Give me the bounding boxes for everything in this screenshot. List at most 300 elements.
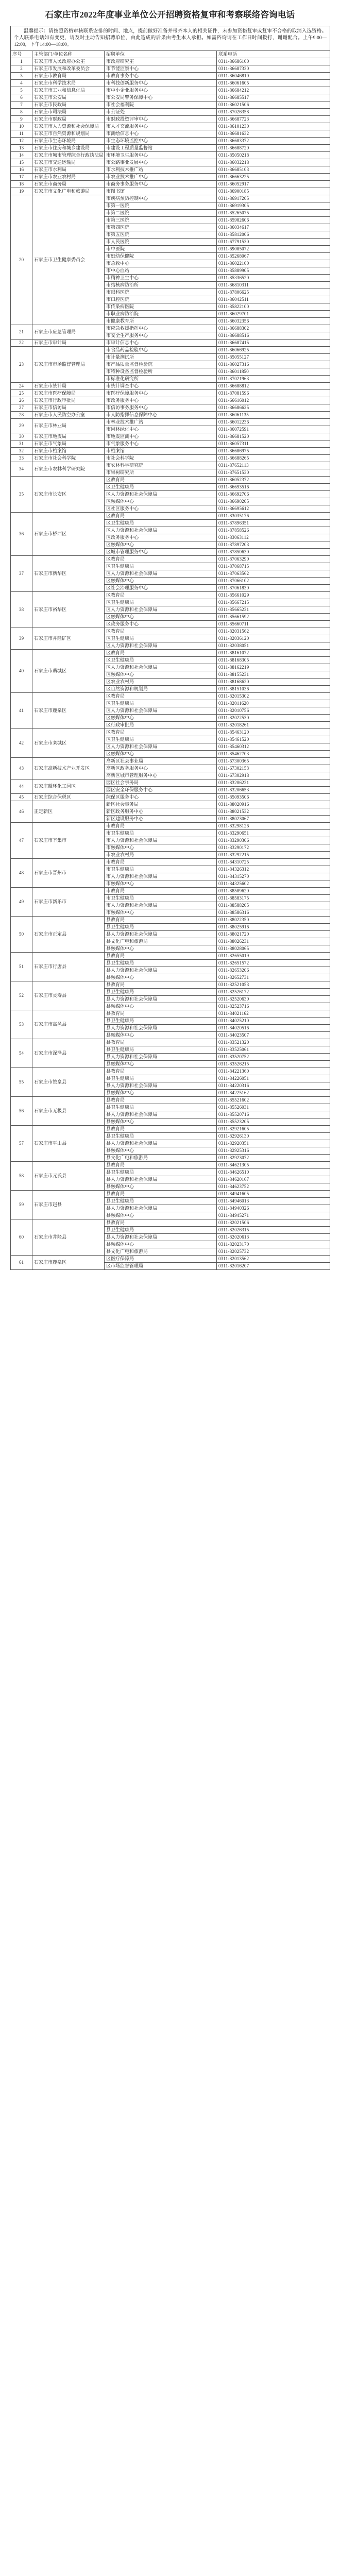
- row-dept: 石家庄市科学技术局: [32, 80, 105, 87]
- row-dept: 石家庄市交通运输局: [32, 159, 105, 166]
- row-phone: 0311-84310725: [217, 859, 330, 866]
- row-unit: 区教育局: [105, 556, 217, 563]
- row-unit: 高新区社会事业局: [105, 758, 217, 765]
- row-phone: 0311-86900185: [217, 188, 330, 195]
- row-phone: 0311-86011850: [217, 368, 330, 376]
- row-dept: 石家庄市工业和信息化局: [32, 87, 105, 94]
- notice-row: [11, 26, 330, 51]
- row-phone: 0311-83290651: [217, 830, 330, 837]
- row-phone: 0311-86032218: [217, 159, 330, 166]
- row-phone: 0311-86663225: [217, 174, 330, 181]
- row-phone: 0311-83298126: [217, 823, 330, 830]
- row-unit: 市标准化研究所: [105, 376, 217, 383]
- row-phone: 0311-83526215: [217, 1061, 330, 1068]
- row-phone: 0311-82651572: [217, 960, 330, 967]
- row-dept: 石家庄市统计局: [32, 383, 105, 390]
- row-unit: 县教育局: [105, 953, 217, 960]
- row-unit: 市政务服务中心: [105, 397, 217, 404]
- row-dept: 石家庄市藁城区: [32, 650, 105, 693]
- row-seq: 19: [11, 188, 32, 195]
- row-phone: 0311-84025210: [217, 1018, 330, 1025]
- row-unit: 市眼科医院: [105, 289, 217, 296]
- row-phone: 0311-86681632: [217, 130, 330, 138]
- table-row: [11, 383, 330, 390]
- row-phone: 0311-82025732: [217, 1248, 330, 1256]
- row-seq: 57: [11, 1126, 32, 1162]
- row-unit: 市园林绿化中心: [105, 426, 217, 433]
- table-row: [11, 823, 330, 830]
- row-phone: 0311-84326312: [217, 866, 330, 873]
- row-unit: 区市场监督管理局: [105, 1263, 217, 1270]
- row-seq: 20: [11, 195, 32, 325]
- row-unit: 区教育局: [105, 592, 217, 599]
- row-seq: 22: [11, 340, 32, 347]
- row-phone: 0311-85093506: [217, 794, 330, 801]
- table-row: [11, 801, 330, 808]
- row-unit: 区融媒体中心: [105, 614, 217, 621]
- row-phone: 0311-82652731: [217, 974, 330, 981]
- row-phone: 0311-85463120: [217, 729, 330, 736]
- row-seq: 11: [11, 130, 32, 138]
- row-unit: 市教育局: [105, 823, 217, 830]
- row-unit: 市政府研究室: [105, 58, 217, 65]
- row-unit: 县教育局: [105, 1097, 217, 1104]
- row-phone: 0311-86052917: [217, 181, 330, 188]
- row-phone: 0311-82018261: [217, 722, 330, 729]
- row-unit: 市建设工程质量监督站: [105, 145, 217, 152]
- row-dept: 石家庄市农林科学研究院: [32, 462, 105, 477]
- row-unit: 区教育局: [105, 650, 217, 657]
- row-unit: 区卫生健康局: [105, 657, 217, 664]
- row-unit: 县教育局: [105, 1162, 217, 1169]
- row-phone: 0311-86919305: [217, 202, 330, 210]
- row-unit: 区教育局: [105, 513, 217, 520]
- row-dept: 石家庄市高邑县: [32, 1010, 105, 1039]
- row-unit: 市健康教育所: [105, 318, 217, 325]
- row-dept: 石家庄市教育局: [32, 73, 105, 80]
- row-unit: 区卫生健康局: [105, 736, 217, 743]
- table-row: [11, 859, 330, 866]
- row-phone: 0311-87806625: [217, 289, 330, 296]
- row-dept: 石家庄市水利局: [32, 166, 105, 174]
- row-dept: 石家庄市人民防空办公室: [32, 412, 105, 419]
- row-seq: 55: [11, 1068, 32, 1097]
- row-dept: 石家庄综合保税区: [32, 794, 105, 801]
- row-unit: 县教育局: [105, 1219, 217, 1227]
- row-dept: 正定新区: [32, 801, 105, 823]
- row-unit: 市农业农村局: [105, 852, 217, 859]
- row-unit: 市公安局警务保障中心: [105, 94, 217, 101]
- row-phone: 0311-86688720: [217, 145, 330, 152]
- row-unit: 市融媒体中心: [105, 844, 217, 852]
- row-unit: 市第五医院: [105, 231, 217, 239]
- row-phone: 0311-85055127: [217, 354, 330, 361]
- row-seq: 39: [11, 628, 32, 650]
- row-phone: 0311-82921605: [217, 1126, 330, 1133]
- row-phone: 0311-87858526: [217, 527, 330, 534]
- table-row: [11, 779, 330, 787]
- row-seq: 23: [11, 347, 32, 383]
- table-row: [11, 758, 330, 765]
- row-unit: 市人力资源和社会保障局: [105, 873, 217, 880]
- row-unit: 综保区服务中心: [105, 794, 217, 801]
- row-phone: 0311-88022350: [217, 917, 330, 924]
- row-phone: 0311-87061830: [217, 585, 330, 592]
- row-unit: 市特种设备监督检验所: [105, 368, 217, 376]
- row-unit: 县人力资源和社会保障局: [105, 1140, 217, 1147]
- row-unit: 市统计调查中心: [105, 383, 217, 390]
- row-unit: 县文化广电和旅游局: [105, 1248, 217, 1256]
- row-unit: 区行政审批局: [105, 722, 217, 729]
- row-dept: 石家庄市元氏县: [32, 1162, 105, 1191]
- row-seq: 50: [11, 917, 32, 953]
- row-unit: 县卫生健康局: [105, 1075, 217, 1082]
- row-unit: 县人力资源和社会保障局: [105, 1111, 217, 1118]
- row-unit: 市计量测试所: [105, 354, 217, 361]
- table-row: [11, 1256, 330, 1263]
- row-phone: 0311-86052372: [217, 477, 330, 484]
- row-unit: 市中心血站: [105, 267, 217, 275]
- row-phone: 0311-85667215: [217, 599, 330, 606]
- row-phone: 0311-86688265: [217, 455, 330, 462]
- row-phone: 0311-87850630: [217, 549, 330, 556]
- row-phone: 0311-88161072: [217, 650, 330, 657]
- row-unit: 园区社会事务局: [105, 779, 217, 787]
- table-row: [11, 419, 330, 426]
- row-phone: 0311-85661592: [217, 614, 330, 621]
- row-phone: 0311-84946013: [217, 1198, 330, 1205]
- row-phone: 0311-88168620: [217, 679, 330, 686]
- row-unit: 市审计信息中心: [105, 340, 217, 347]
- row-unit: 市人民医院: [105, 239, 217, 246]
- row-unit: 县教育局: [105, 1010, 217, 1018]
- row-phone: 0311-69085072: [217, 246, 330, 253]
- row-seq: 29: [11, 419, 32, 433]
- row-dept: 石家庄市鹿泉区: [32, 693, 105, 729]
- row-dept: 石家庄市住房和城乡建设局: [32, 145, 105, 152]
- row-seq: 52: [11, 981, 32, 1010]
- row-unit: 区融媒体中心: [105, 751, 217, 758]
- table-row: [11, 73, 330, 80]
- row-unit: 区人力资源和社会保障局: [105, 606, 217, 614]
- row-dept: 石家庄市林业局: [32, 419, 105, 433]
- row-unit: 区教育局: [105, 693, 217, 700]
- row-unit: 市妇幼保健院: [105, 253, 217, 260]
- table-row: [11, 340, 330, 347]
- row-unit: 区融媒体中心: [105, 578, 217, 585]
- row-seq: 43: [11, 758, 32, 779]
- row-phone: 0311-82013562: [217, 1256, 330, 1263]
- table-row: [11, 1126, 330, 1133]
- row-unit: 县融媒体中心: [105, 1118, 217, 1126]
- row-seq: 2: [11, 65, 32, 73]
- table-row: [11, 888, 330, 895]
- row-phone: 0311-88026231: [217, 938, 330, 945]
- row-phone: 0311-86057311: [217, 440, 330, 448]
- row-unit: 区社区服务中心: [105, 505, 217, 513]
- row-unit: 县卫生健康局: [105, 1227, 217, 1234]
- row-unit: 区城市管理服务中心: [105, 549, 217, 556]
- row-dept: 石家庄市农业农村局: [32, 174, 105, 181]
- row-unit: 新区政务服务中心: [105, 808, 217, 816]
- row-unit: 市卫生健康局: [105, 866, 217, 873]
- row-seq: 38: [11, 592, 32, 628]
- table-row: [11, 397, 330, 404]
- row-seq: 17: [11, 174, 32, 181]
- row-seq: 56: [11, 1097, 32, 1126]
- header-dept: 主管部门/单位名称: [32, 51, 105, 58]
- row-seq: 46: [11, 801, 32, 823]
- row-unit: 区人力资源和社会保障局: [105, 707, 217, 715]
- row-unit: 区融媒体中心: [105, 498, 217, 505]
- row-phone: 0311-86684212: [217, 87, 330, 94]
- row-dept: 石家庄市无极县: [32, 1097, 105, 1126]
- row-unit: 市人力资源和社会保障局: [105, 837, 217, 844]
- row-unit: 区融媒体中心: [105, 541, 217, 549]
- table-row: [11, 953, 330, 960]
- row-phone: 0311-84225162: [217, 1090, 330, 1097]
- row-phone: 0311-84220316: [217, 1082, 330, 1090]
- row-phone: 0311-86692706: [217, 491, 330, 498]
- table-row: [11, 1191, 330, 1198]
- row-dept: 石家庄市司法局: [32, 109, 105, 116]
- row-seq: 13: [11, 145, 32, 152]
- row-dept: 石家庄市裕华区: [32, 592, 105, 628]
- row-seq: 15: [11, 159, 32, 166]
- row-dept: 石家庄循环化工园区: [32, 779, 105, 794]
- row-unit: 区教育局: [105, 477, 217, 484]
- row-unit: 市融媒体中心: [105, 880, 217, 888]
- row-dept: 石家庄市新乐市: [32, 888, 105, 917]
- row-phone: 0311-82020613: [217, 1234, 330, 1241]
- row-unit: 县融媒体中心: [105, 974, 217, 981]
- row-unit: 县教育局: [105, 1039, 217, 1046]
- row-dept: 石家庄市新华区: [32, 556, 105, 592]
- table-row: [11, 109, 330, 116]
- table-row: [11, 455, 330, 462]
- row-phone: 0311-86695612: [217, 505, 330, 513]
- row-phone: 0311-67302153: [217, 765, 330, 772]
- row-dept: 石家庄市地震局: [32, 433, 105, 440]
- row-unit: 县卫生健康局: [105, 1046, 217, 1054]
- table-row: [11, 1010, 330, 1018]
- row-phone: 0311-84621305: [217, 1162, 330, 1169]
- row-unit: 新区建设服务中心: [105, 816, 217, 823]
- row-phone: 0311-85050218: [217, 152, 330, 159]
- row-seq: 32: [11, 448, 32, 455]
- header-phone: 联系电话: [217, 51, 330, 58]
- row-dept: 石家庄市人力资源和社会保障局: [32, 123, 105, 130]
- row-unit: 区医疗保障局: [105, 1256, 217, 1263]
- row-unit: 县教育局: [105, 1068, 217, 1075]
- row-phone: 0311-67791530: [217, 239, 330, 246]
- row-phone: 0311-83521320: [217, 1039, 330, 1046]
- row-phone: 0311-82011620: [217, 700, 330, 707]
- row-phone: 0311-84945271: [217, 1212, 330, 1219]
- row-phone: 0311-84226051: [217, 1075, 330, 1082]
- row-unit: 区卫生健康局: [105, 700, 217, 707]
- row-phone: 0311-86810311: [217, 282, 330, 289]
- row-unit: 市卫生健康局: [105, 895, 217, 902]
- table-row: [11, 65, 330, 73]
- row-dept: 石家庄市商务局: [32, 181, 105, 188]
- row-dept: 石家庄市栾城区: [32, 729, 105, 758]
- row-unit: 县人力资源和社会保障局: [105, 1176, 217, 1183]
- table-row: [11, 159, 330, 166]
- row-seq: 45: [11, 794, 32, 801]
- row-dept: 石家庄市社会科学院: [32, 455, 105, 462]
- table-row: [11, 181, 330, 188]
- row-seq: 58: [11, 1162, 32, 1191]
- row-unit: 县文化广电和旅游局: [105, 938, 217, 945]
- contact-table-body: [11, 26, 330, 1270]
- header-seq: 序号: [11, 51, 32, 58]
- header-unit: 招聘单位: [105, 51, 217, 58]
- row-seq: 42: [11, 729, 32, 758]
- row-dept: 石家庄市行唐县: [32, 953, 105, 981]
- row-phone: 0311-86021506: [217, 101, 330, 109]
- row-seq: 9: [11, 116, 32, 123]
- row-unit: 市融媒体中心: [105, 909, 217, 917]
- row-unit: 县融媒体中心: [105, 1183, 217, 1191]
- row-phone: 0311-84325602: [217, 880, 330, 888]
- row-phone: 0311-83035176: [217, 513, 330, 520]
- row-dept: 石家庄市深泽县: [32, 1039, 105, 1068]
- table-row: [11, 188, 330, 195]
- row-seq: 48: [11, 859, 32, 888]
- row-unit: 高新区政务服务中心: [105, 765, 217, 772]
- row-phone: 0311-88025916: [217, 924, 330, 931]
- row-seq: 5: [11, 87, 32, 94]
- row-unit: 县卫生健康局: [105, 1169, 217, 1176]
- row-dept: 石家庄市生态环境局: [32, 138, 105, 145]
- row-seq: 34: [11, 462, 32, 477]
- row-dept: 石家庄市医疗保障局: [32, 390, 105, 397]
- row-seq: 54: [11, 1039, 32, 1068]
- row-phone: 0311-86683372: [217, 138, 330, 145]
- row-unit: 县融媒体中心: [105, 1032, 217, 1039]
- table-row: [11, 917, 330, 924]
- row-dept: 石家庄市信访局: [32, 404, 105, 412]
- row-phone: 0311-82031562: [217, 628, 330, 635]
- table-row: [11, 80, 330, 87]
- row-phone: 0311-85461520: [217, 736, 330, 743]
- row-phone: 0311-82653206: [217, 967, 330, 974]
- row-unit: 市社会科学院: [105, 455, 217, 462]
- row-dept: 石家庄市气象局: [32, 440, 105, 448]
- row-unit: 县教育局: [105, 981, 217, 989]
- row-dept: 石家庄市发展和改革委员会: [32, 65, 105, 73]
- row-unit: 市口腔医院: [105, 296, 217, 303]
- row-unit: 县融媒体中心: [105, 1061, 217, 1068]
- table-row: [11, 412, 330, 419]
- table-row: [11, 650, 330, 657]
- row-phone: 0311-83206221: [217, 779, 330, 787]
- row-phone: 0311-86072591: [217, 426, 330, 433]
- row-phone: 0311-85520716: [217, 1111, 330, 1118]
- table-row: [11, 174, 330, 181]
- row-unit: 县人力资源和社会保障局: [105, 931, 217, 938]
- row-unit: 市科技创新服务中心: [105, 80, 217, 87]
- row-unit: 市第二医院: [105, 210, 217, 217]
- table-row: [11, 404, 330, 412]
- row-seq: 33: [11, 455, 32, 462]
- row-unit: 市产品质量监督检验院: [105, 361, 217, 368]
- row-phone: 0311-84023507: [217, 1032, 330, 1039]
- row-dept: 石家庄市平山县: [32, 1126, 105, 1162]
- row-phone: 0311-86032356: [217, 318, 330, 325]
- row-unit: 区社会治理服务中心: [105, 585, 217, 592]
- row-seq: 27: [11, 404, 32, 412]
- table-row: [11, 325, 330, 332]
- row-phone: 0311-83206653: [217, 787, 330, 794]
- row-unit: 市社会福利院: [105, 101, 217, 109]
- table-header-row: [11, 51, 330, 58]
- row-unit: 县卫生健康局: [105, 1198, 217, 1205]
- row-unit: 市农林科学研究院: [105, 462, 217, 469]
- row-phone: 0311-88021532: [217, 808, 330, 816]
- row-unit: 县卫生健康局: [105, 960, 217, 967]
- row-phone: 0311-87021963: [217, 376, 330, 383]
- row-unit: 市教育局: [105, 859, 217, 866]
- row-phone: 0311-87026358: [217, 109, 330, 116]
- row-unit: 市气象服务中心: [105, 440, 217, 448]
- contact-table: [10, 26, 330, 1270]
- row-unit: 区人力资源和社会保障局: [105, 664, 217, 671]
- row-unit: 区教育局: [105, 729, 217, 736]
- row-phone: 0311-86061605: [217, 80, 330, 87]
- row-phone: 0311-88589620: [217, 888, 330, 895]
- row-unit: 县人力资源和社会保障局: [105, 967, 217, 974]
- row-unit: 区卫生健康局: [105, 635, 217, 642]
- row-dept: 石家庄市长安区: [32, 477, 105, 513]
- row-unit: 市传染病医院: [105, 303, 217, 311]
- row-phone: 0311-86686100: [217, 58, 330, 65]
- row-phone: 0311-83525061: [217, 1046, 330, 1054]
- table-row: [11, 152, 330, 159]
- table-row: [11, 347, 330, 354]
- row-unit: 县融媒体中心: [105, 1003, 217, 1010]
- row-unit: 市精神卫生中心: [105, 275, 217, 282]
- table-row: [11, 123, 330, 130]
- table-row: [11, 628, 330, 635]
- row-phone: 0311-85265075: [217, 210, 330, 217]
- row-phone: 0311-86027316: [217, 361, 330, 368]
- row-unit: 区人力资源和社会保障局: [105, 743, 217, 751]
- row-seq: 31: [11, 440, 32, 448]
- row-unit: 新区社会事务局: [105, 801, 217, 808]
- row-seq: 28: [11, 412, 32, 419]
- row-dept: 石家庄市财政局: [32, 116, 105, 123]
- row-phone: 0311-83063112: [217, 534, 330, 541]
- row-phone: 0311-86101230: [217, 123, 330, 130]
- table-row: [11, 87, 330, 94]
- row-unit: 园区安全环保服务中心: [105, 787, 217, 794]
- row-unit: 市食品药品检验中心: [105, 347, 217, 354]
- row-phone: 0311-82520630: [217, 996, 330, 1003]
- row-unit: 县人力资源和社会保障局: [105, 1234, 217, 1241]
- row-seq: 41: [11, 693, 32, 729]
- row-unit: 县卫生健康局: [105, 1133, 217, 1140]
- row-unit: 县人力资源和社会保障局: [105, 1054, 217, 1061]
- row-dept: 石家庄市卫生健康委员会: [32, 195, 105, 325]
- row-seq: 16: [11, 166, 32, 174]
- row-unit: 县融媒体中心: [105, 945, 217, 953]
- row-unit: 区政务服务中心: [105, 621, 217, 628]
- row-phone: 0311-86693516: [217, 484, 330, 491]
- row-phone: 0311-85889905: [217, 267, 330, 275]
- row-phone: 0311-85460312: [217, 743, 330, 751]
